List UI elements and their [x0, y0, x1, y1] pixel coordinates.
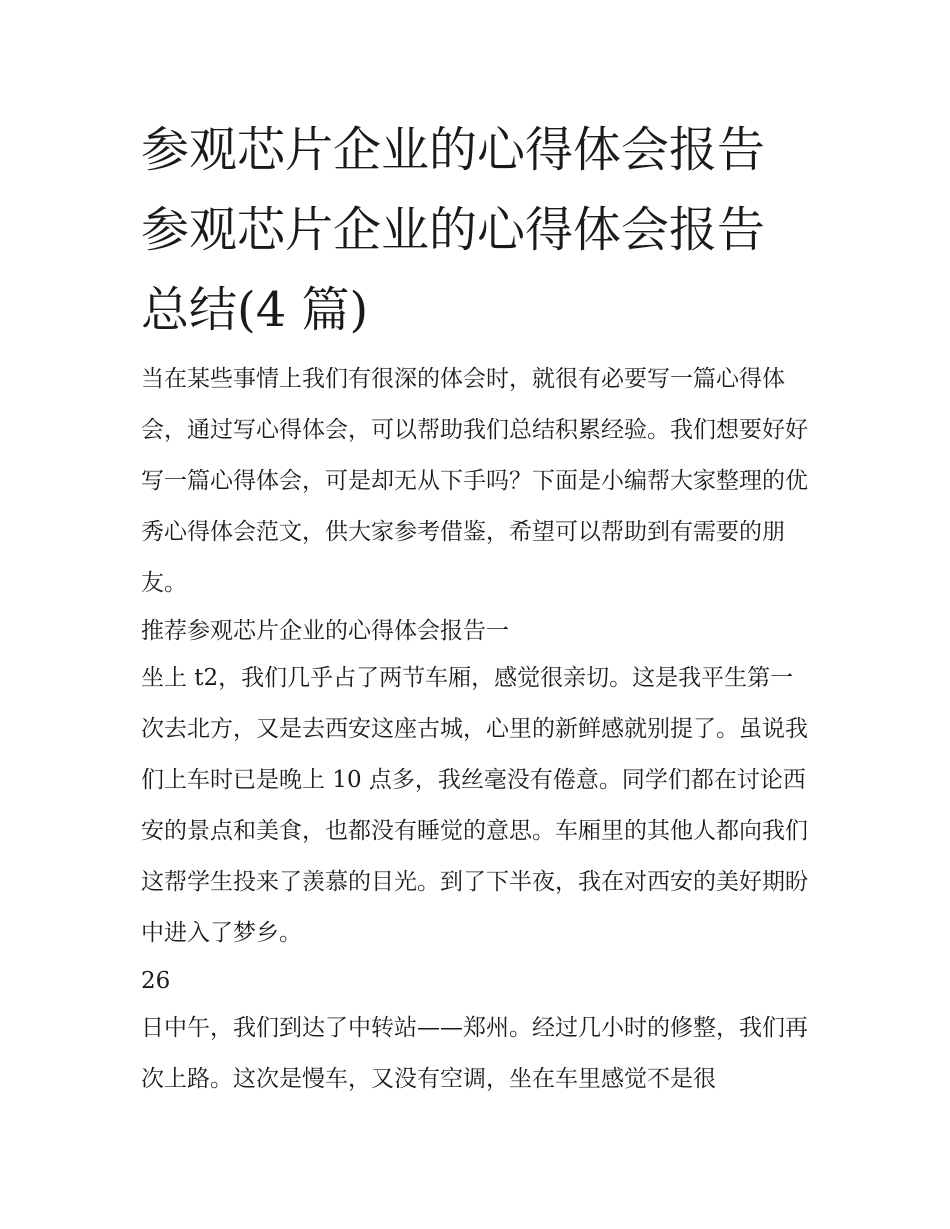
title-line-3: 总结(4 篇)	[141, 282, 369, 338]
intro-paragraph: 当在某些事情上我们有很深的体会时，就很有必要写一篇心得体会，通过写心得体会，可以帮助我们总结积累经验。我们想要好好写一篇心得体会，可是却无从下手吗？下面是小编帮大家整理的优秀心得体会范文，供大家参考借鉴，希望可以帮助到有需要的朋友。	[141, 366, 808, 596]
title-line-1: 参观芯片企业的心得体会报告	[141, 122, 766, 178]
number-line: 26	[141, 968, 171, 994]
body-paragraph-1: 坐上 t2，我们几乎占了两节车厢，感觉很亲切。这是我平生第一次去北方，又是去西安这座古城，心里的新鲜感就别提了。虽说我们上车时已是晚上 10 点多，我丝毫没有倦意。同学们都在讨论西安的景点和美食，也都没有睡觉的意思。车厢里的其他人都向我们这帮学生投来了羡慕的目光。到了下半夜，我在对西安的美好期盼中进入了梦乡。	[141, 665, 808, 946]
document-title	[141, 110, 813, 350]
title-line-2: 参观芯片企业的心得体会报告	[141, 202, 766, 258]
document-page	[141, 110, 813, 1105]
body-paragraph-2: 日中午，我们到达了中转站——郑州。经过几小时的修整，我们再次上路。这次是慢车，又没有空调，坐在车里感觉不是很	[141, 1015, 808, 1092]
section-heading: 推荐参观芯片企业的心得体会报告一	[141, 618, 509, 644]
